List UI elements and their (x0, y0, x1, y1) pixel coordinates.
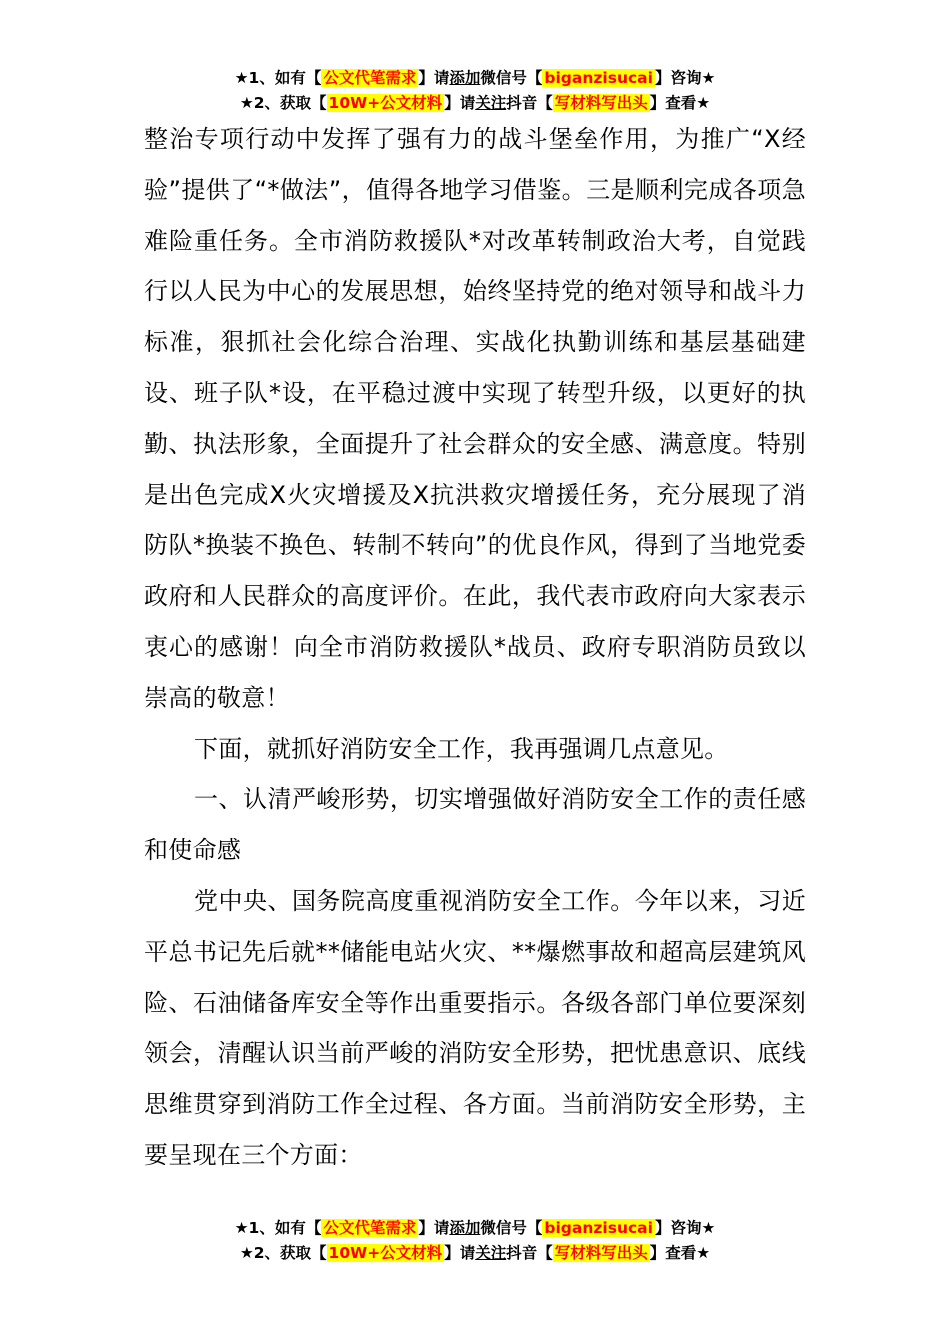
banner-text-underlined: 关注 (475, 1244, 507, 1262)
banner-text: 】请 (418, 1219, 450, 1237)
paragraph-1: 整治专项行动中发挥了强有力的战斗堡垒作用，为推广“X经验”提供了“*做法”，值得各地学习借鉴。三是顺利完成各项急难险重任务。全市消防救援队*对改革转制政治大考，自觉践行以人民为中心的发展思想，始终坚持党的绝对领导和战斗力标准，狠抓社会化综合治理、实战化执勤训练和基层基础建设、班子队*设，在平稳过渡中实现了转型升级，以更好的执勤、执法形象，全面提升了社会群众的安全感、满意度。特别是出色完成X火灾增援及X抗洪救灾增援任务，充分展现了消防队*换装不换色、转制不转向”的优良作风，得到了当地党委政府和人民群众的高度评价。在此，我代表市政府向大家表示衷心的感谢！向全市消防救援队*战员、政府专职消防员致以崇高的敬意！ (144, 125, 806, 712)
banner-line-1 (0, 66, 950, 91)
paragraph-3: 党中央、国务院高度重视消防安全工作。今年以来，习近平总书记先后就**储能电站火灾、**爆燃事故和超高层建筑风险、石油储备库安全等作出重要指示。各级各部门单位要深刻领会，清醒认识当前严峻的消防安全形势，把忧患意识、底线思维贯穿到消防工作全过程、各方面。当前消防安全形势，主要呈现在三个方面： (144, 886, 806, 1169)
banner-text: 微信号【 (480, 1219, 543, 1237)
banner-text: 】咨询★ (654, 1219, 716, 1237)
highlight-service: 公文代笔需求 (323, 69, 417, 87)
banner-text: 微信号【 (480, 69, 543, 87)
banner-line-2 (0, 91, 950, 116)
highlight-service: 公文代笔需求 (323, 1219, 417, 1237)
banner-text-underlined: 添加 (449, 1219, 481, 1237)
footer-banner (0, 1216, 950, 1266)
banner-text: 】咨询★ (654, 69, 716, 87)
header-banner (0, 66, 950, 116)
highlight-materials: 10W+公文材料 (328, 1244, 443, 1262)
banner-line-2 (0, 1241, 950, 1266)
banner-text: 抖音【 (506, 94, 553, 112)
banner-text: ★2、获取【 (239, 1244, 327, 1262)
banner-text-underlined: 添加 (449, 69, 481, 87)
paragraph-2: 下面，就抓好消防安全工作，我再强调几点意见。 (194, 734, 729, 763)
banner-text-underlined: 关注 (475, 94, 507, 112)
highlight-wechat-id: biganzisucai (544, 1219, 653, 1237)
banner-text: 】查看★ (649, 94, 711, 112)
banner-text: 抖音【 (506, 1244, 553, 1262)
banner-text: ★1、如有【 (234, 1219, 322, 1237)
section-heading-1: 一、认清严峻形势，切实增强做好消防安全工作的责任感和使命感 (144, 785, 806, 865)
banner-text: ★1、如有【 (234, 69, 322, 87)
document-body (144, 114, 806, 1181)
banner-text: 】查看★ (649, 1244, 711, 1262)
highlight-wechat-id: biganzisucai (544, 69, 653, 87)
banner-text: 】请 (444, 1244, 476, 1262)
highlight-materials: 10W+公文材料 (328, 94, 443, 112)
banner-text: ★2、获取【 (239, 94, 327, 112)
banner-text: 】请 (444, 94, 476, 112)
highlight-douyin: 写材料写出头 (554, 1244, 648, 1262)
highlight-douyin: 写材料写出头 (554, 94, 648, 112)
banner-line-1 (0, 1216, 950, 1241)
banner-text: 】请 (418, 69, 450, 87)
